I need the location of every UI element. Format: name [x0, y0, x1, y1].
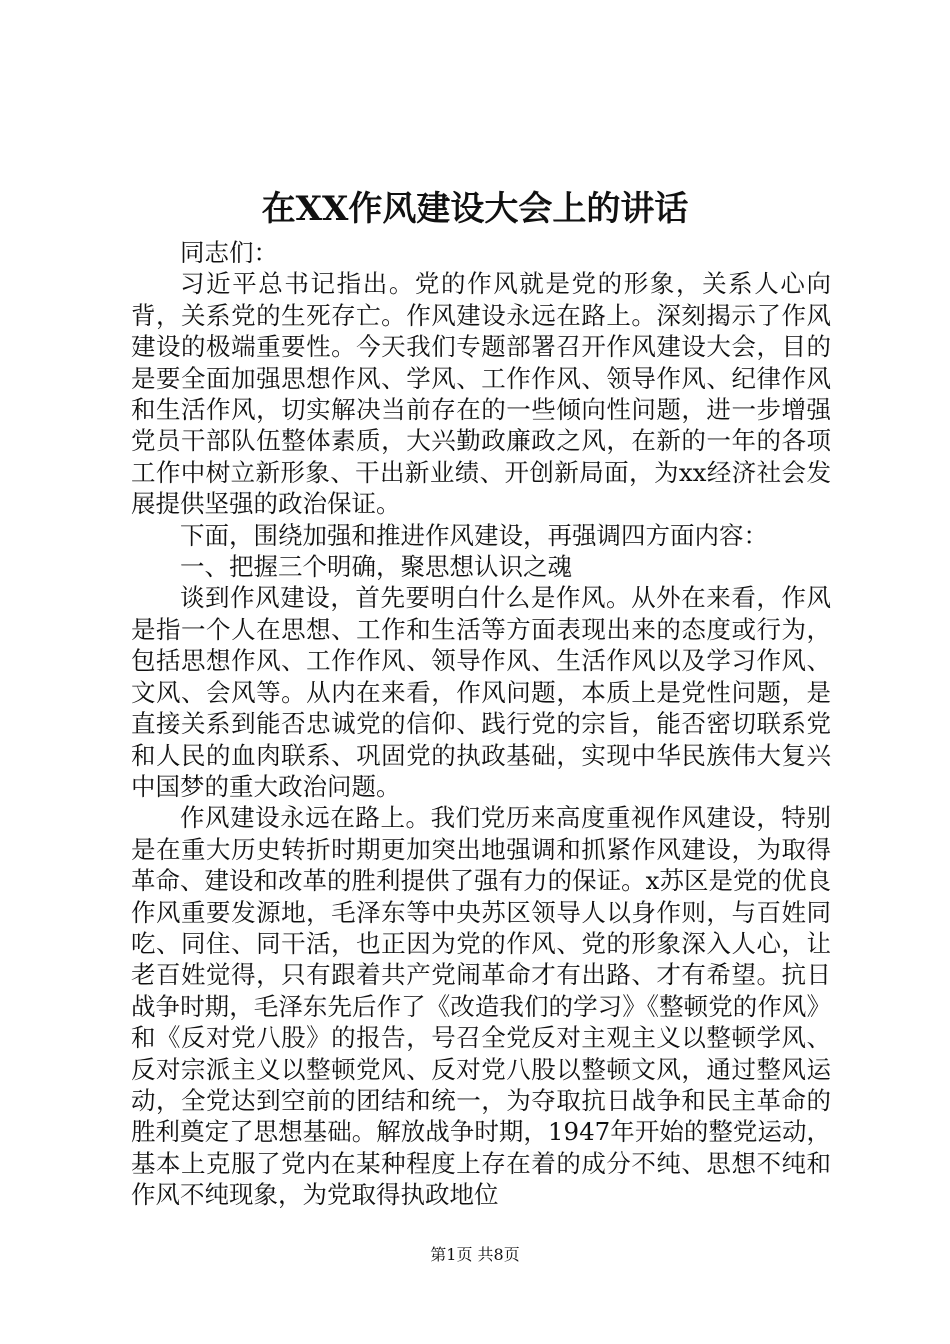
document-title: 在XX作风建设大会上的讲话	[261, 189, 689, 229]
paragraph-outline: 下面，围绕加强和推进作风建设，再强调四方面内容：	[180, 520, 768, 550]
section-heading-1: 一、把握三个明确，聚思想认识之魂	[180, 552, 572, 582]
paragraph-history: 作风建设永远在路上。我们党历来高度重视作风建设，特别是在重大历史转折时期更加突出地强调和抓紧作风建设，为取得革命、建设和改革的胜利提供了强有力的保证。x苏区是党的优良作风重要发源地，毛泽东等中央苏区领导人以身作则，与百姓同吃、同住、同干活，也正因为党的作风、党的形象深入人心，让老百姓觉得，只有跟着共产党闹革命才有出路、才有希望。抗日战争时期，毛泽东先后作了《改造我们的学习》《整顿党的作风》和《反对党八股》的报告，号召全党反对主观主义以整顿学风、反对宗派主义以整顿党风、反对党八股以整顿文风，通过整风运动，全党达到空前的团结和统一，为夺取抗日战争和民主革命的胜利奠定了思想基础。解放战争时期，1947年开始的整党运动，基本上克服了党内在某种程度上存在着的成分不纯、思想不纯和作风不纯现象，为党取得执政地位	[131, 803, 831, 1210]
page-number: 第1页 共8页	[430, 1245, 520, 1264]
document-body	[131, 237, 831, 1211]
paragraph-intro: 习近平总书记指出。党的作风就是党的形象，关系人心向背，关系党的生死存亡。作风建设永远在路上。深刻揭示了作风建设的极端重要性。今天我们专题部署召开作风建设大会，目的是要全面加强思想作风、学风、工作作风、领导作风、纪律作风和生活作风，切实解决当前存在的一些倾向性问题，进一步增强党员干部队伍整体素质，大兴勤政廉政之风，在新的一年的各项工作中树立新形象、干出新业绩、开创新局面，为xx经济社会发展提供坚强的政治保证。	[131, 269, 831, 519]
paragraph-salutation: 同志们：	[180, 238, 278, 267]
paragraph-definition: 谈到作风建设，首先要明白什么是作风。从外在来看，作风是指一个人在思想、工作和生活等方面表现出来的态度或行为，包括思想作风、工作作风、领导作风、生活作风以及学习作风、文风、会风等。从内在来看，作风问题，本质上是党性问题，是直接关系到能否忠诚党的信仰、践行党的宗旨，能否密切联系党和人民的血肉联系、巩固党的执政基础，实现中华民族伟大复兴中国梦的重大政治问题。	[131, 583, 831, 801]
